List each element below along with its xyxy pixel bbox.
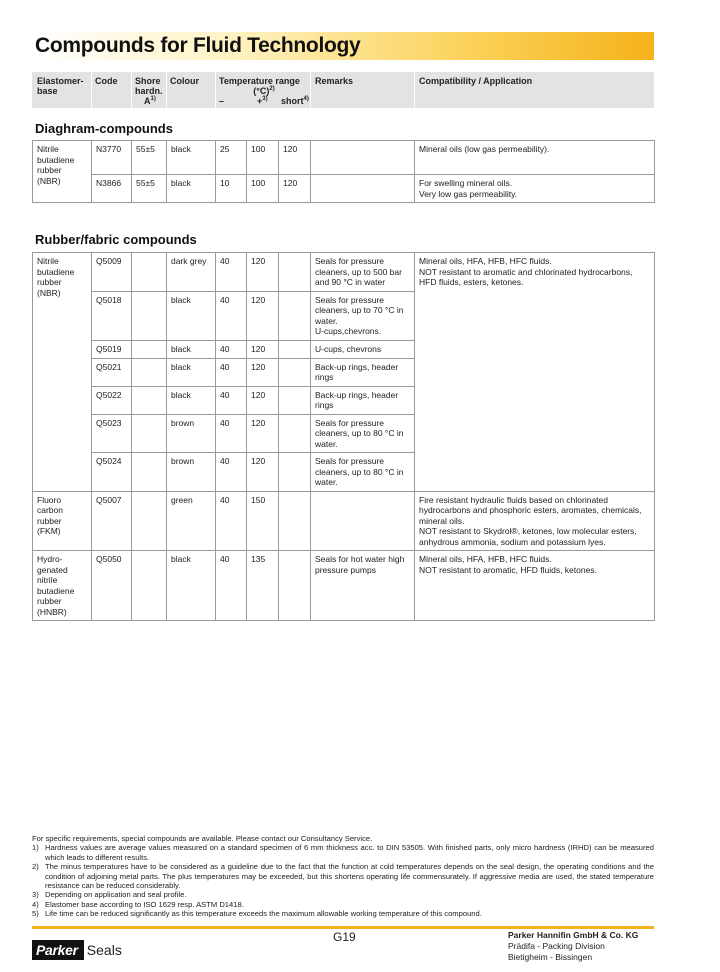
colour-cell: green [167,491,216,551]
colour-cell: black [167,141,216,175]
footnote-item: 5) Life time can be reduced significantly as this temperature exceeds the maximum allowable working temperature of this compound. [32,909,482,919]
code-cell: Q5022 [92,386,132,414]
col-compatibility: Compatibility / Application [419,76,533,86]
parker-logo [32,940,122,960]
remarks-cell: U-cups, chevrons [311,340,415,358]
temp-min-cell: 40 [216,414,247,453]
colour-cell: dark grey [167,253,216,292]
colour-cell: brown [167,453,216,492]
temp-min-cell: 40 [216,386,247,414]
code-cell: Q5019 [92,340,132,358]
temp-short-cell [279,340,311,358]
col-elastomer-base: Elastomer- base [37,76,84,96]
temp-min-cell: 40 [216,340,247,358]
temp-short-cell [279,291,311,340]
page-number: G19 [333,930,356,944]
code-cell: Q5021 [92,358,132,386]
shore-cell: 55±5 [132,141,167,175]
temp-plus-cell: 120 [247,453,279,492]
code-cell: Q5024 [92,453,132,492]
remarks-cell: Back-up rings, header rings [311,358,415,386]
footnote-item: 3) Depending on application and seal profile. [32,890,187,900]
elastomer-base-cell: Fluoro carbon rubber (FKM) [33,491,92,551]
colour-cell: black [167,175,216,203]
elastomer-base-cell: Nitrile butadiene rubber (NBR) [33,141,92,203]
colour-cell: black [167,386,216,414]
section-title-diaphragm: Diaghram-compounds [35,121,173,136]
shore-cell [132,551,167,621]
remarks-cell: Seals for pressure cleaners, up to 80 °C in water. [311,453,415,492]
colour-cell: black [167,551,216,621]
temp-short-cell [279,551,311,621]
remarks-cell: Seals for pressure cleaners, up to 80 °C in water. [311,414,415,453]
temp-plus-cell: 100 [247,175,279,203]
remarks-cell [311,141,415,175]
temp-plus-cell: 120 [247,386,279,414]
code-cell: Q5009 [92,253,132,292]
temp-short-cell [279,386,311,414]
remarks-cell [311,175,415,203]
col-remarks: Remarks [315,76,354,86]
code-cell: N3770 [92,141,132,175]
elastomer-base-cell: Nitrile butadiene rubber (NBR) [33,253,92,492]
column-header-bar [32,72,654,108]
shore-cell [132,358,167,386]
brand-seals: Seals [86,942,122,958]
remarks-cell [311,491,415,551]
temp-min-cell: 40 [216,491,247,551]
section-title-rubber-fabric: Rubber/fabric compounds [35,232,197,247]
temp-plus-cell: 150 [247,491,279,551]
table-row [33,253,655,292]
code-cell: Q5018 [92,291,132,340]
temp-min-cell: 10 [216,175,247,203]
temp-plus-cell: 120 [247,340,279,358]
temp-min-cell: 40 [216,551,247,621]
shore-cell [132,253,167,292]
colour-cell: brown [167,414,216,453]
rubber-fabric-table [32,252,655,621]
temp-plus-cell: 100 [247,141,279,175]
shore-cell [132,386,167,414]
footer-rule [32,926,654,929]
code-cell: Q5023 [92,414,132,453]
compatibility-cell: For swelling mineral oils. Very low gas permeability. [415,175,655,203]
col-temperature: Temperature range $(^\circ C)^{2)}$ – +$^{3)}$ short$^{4)}$ [219,76,309,106]
temp-plus-cell: 120 [247,414,279,453]
colour-cell: black [167,291,216,340]
temp-plus-cell: 135 [247,551,279,621]
temp-short-cell [279,414,311,453]
footnote-item: 1) Hardness values are average values measured on a standard specimen of 6 mm thickness acc. to DIN 53505. With finished parts, only micro hardness (IRHD) can be measured which leads to different results. [32,843,654,862]
temp-min-cell: 40 [216,291,247,340]
footnotes [32,834,654,919]
table-row [33,491,655,551]
temp-short-cell [279,491,311,551]
colour-cell: black [167,358,216,386]
table-row [33,551,655,621]
compatibility-cell: Fire resistant hydraulic fluids based on chlorinated hydrocarbons and phosphoric esters, aromates, chemicals, mineral oils. NOT resistant to Skydrol®, ketones, low molecular esters, anhydrous ammonia, sodium and potassium lyes. [415,491,655,551]
brand-mark: Parker [32,940,84,960]
footnote-item: 2) The minus temperatures have to be considered as a guideline due to the fact that the function at cold temperatures depends on the seal design, the operating conditions and the condition of adjoining metal parts. The plus temperatures may be exceeded, but this shortens operating life commensurately. If aggressive media are used, the stated temperature resistance can be reduced considerably. [32,862,654,891]
code-cell: Q5050 [92,551,132,621]
temp-short-cell: 120 [279,175,311,203]
temp-short-cell [279,358,311,386]
temp-min-cell: 40 [216,358,247,386]
shore-cell [132,340,167,358]
shore-cell: 55±5 [132,175,167,203]
temp-short-cell [279,253,311,292]
remarks-cell: Back-up rings, header rings [311,386,415,414]
code-cell: Q5007 [92,491,132,551]
remarks-cell: Seals for hot water high pressure pumps [311,551,415,621]
footnote-intro: For specific requirements, special compounds are available. Please contact our Consultancy Service. [32,834,373,843]
table-row [33,141,655,175]
colour-cell: black [167,340,216,358]
col-shore: Shore hardn. $A^{1)}$ [135,76,163,106]
col-code: Code [95,76,118,86]
remarks-cell: Seals for pressure cleaners, up to 70 °C in water. U-cups,chevrons. [311,291,415,340]
temp-short-cell: 120 [279,141,311,175]
temp-plus-cell: 120 [247,291,279,340]
shore-cell [132,491,167,551]
temp-min-cell: 40 [216,253,247,292]
diaphragm-table [32,140,655,203]
temp-min-cell: 40 [216,453,247,492]
shore-cell [132,414,167,453]
code-cell: N3866 [92,175,132,203]
shore-cell [132,291,167,340]
temp-plus-cell: 120 [247,253,279,292]
compatibility-cell: Mineral oils (low gas permeability). [415,141,655,175]
temp-min-cell: 25 [216,141,247,175]
footnote-item: 4) Elastomer base according to ISO 1629 resp. ASTM D1418. [32,899,244,909]
col-colour: Colour [170,76,199,86]
table-row [33,175,655,203]
temp-plus-cell: 120 [247,358,279,386]
compatibility-cell: Mineral oils, HFA, HFB, HFC fluids. NOT resistant to aromatic and chlorinated hydrocarbons, HFD fluids, esters, ketones. [415,253,655,492]
temp-short-cell [279,453,311,492]
shore-cell [132,453,167,492]
page-title: Compounds for Fluid Technology [35,34,361,57]
elastomer-base-cell: Hydro-genated nitrile butadiene rubber (HNBR) [33,551,92,621]
compatibility-cell: Mineral oils, HFA, HFB, HFC fluids. NOT resistant to aromatic, HFD fluids, ketones. [415,551,655,621]
company-block: Parker Hannifin GmbH & Co. KG Prädifa - Packing Division Bietigheim - Bissingen [508,930,639,962]
remarks-cell: Seals for pressure cleaners, up to 500 bar and 90 °C in water [311,253,415,292]
